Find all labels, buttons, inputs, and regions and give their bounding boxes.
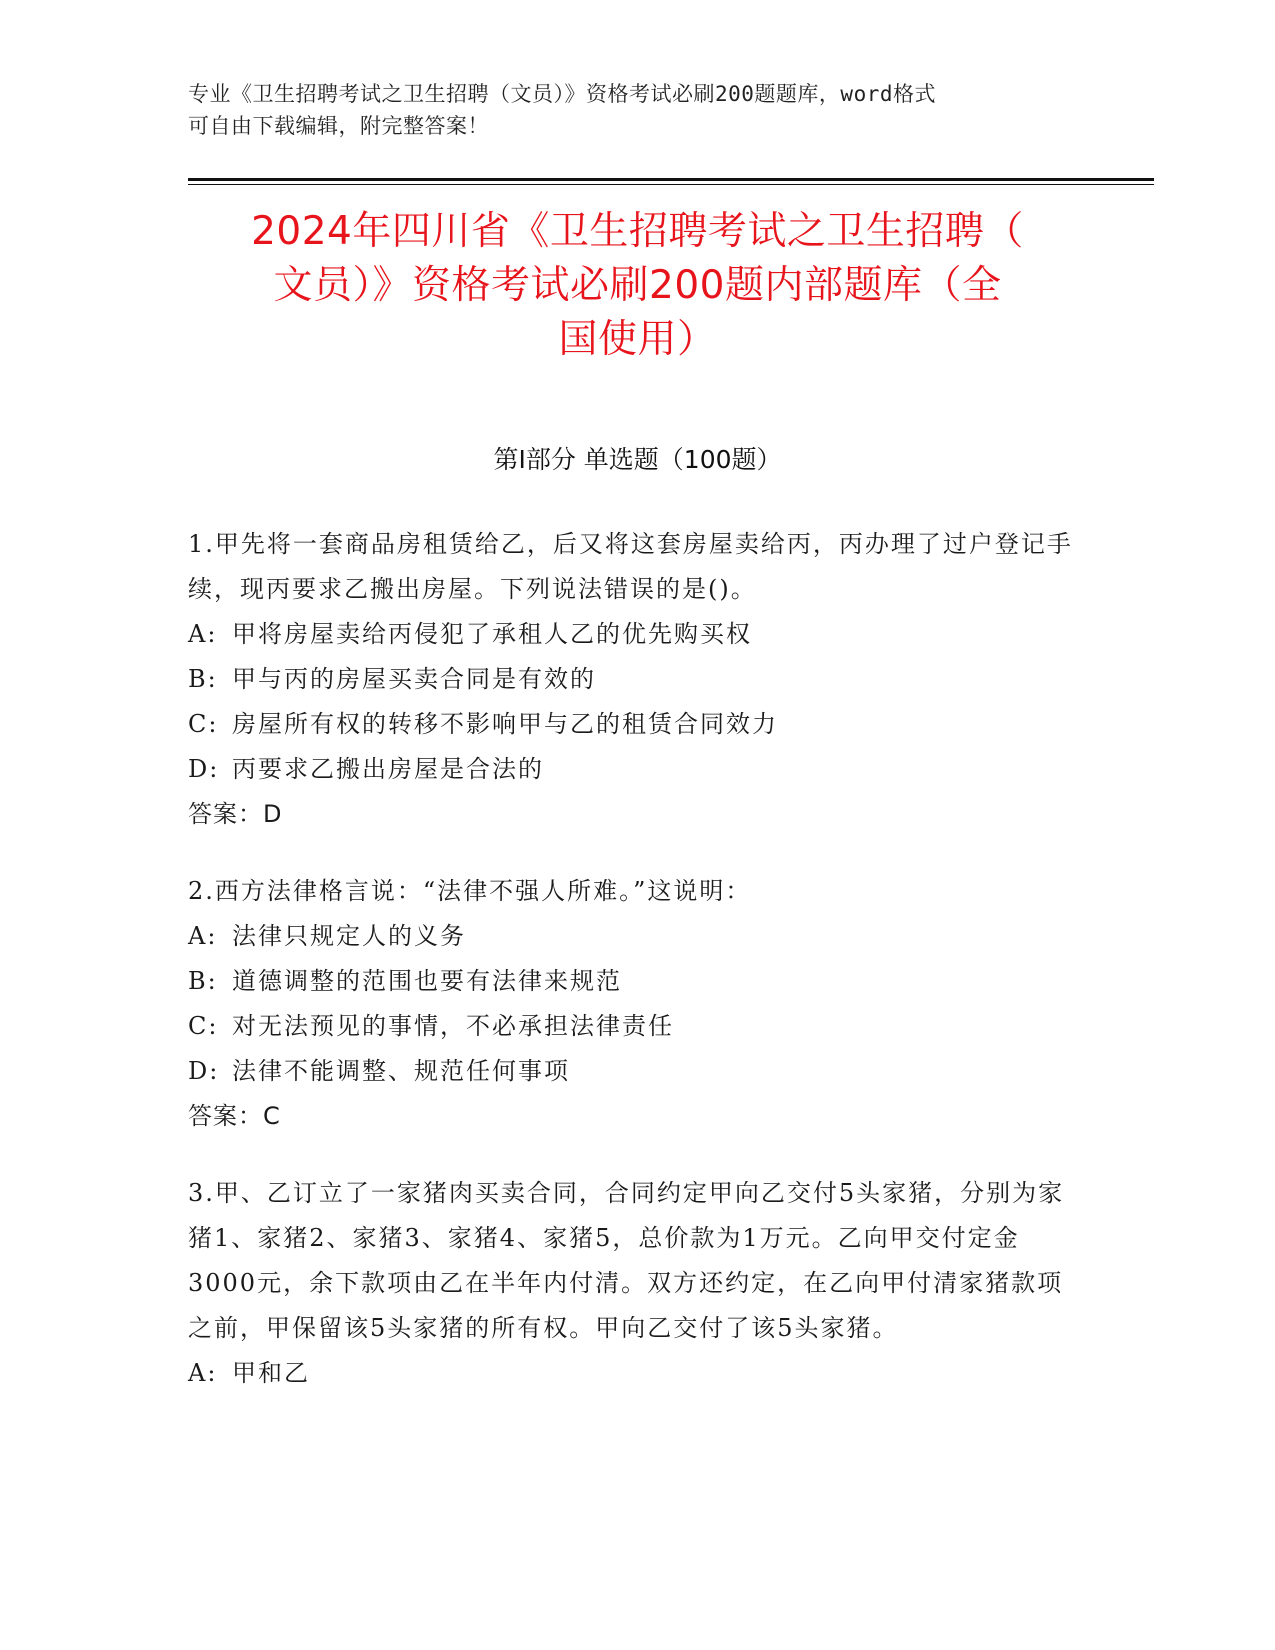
option-text: 法律不能调整、规范任何事项 bbox=[232, 1057, 570, 1085]
option-text: 甲与丙的房屋买卖合同是有效的 bbox=[232, 665, 596, 693]
option-text: 甲和乙 bbox=[232, 1359, 310, 1387]
document-title-line-2: 文员）》资格考试必刷200题内部题库（全 bbox=[273, 263, 1002, 308]
question-list bbox=[188, 522, 1083, 1428]
option-b bbox=[188, 959, 1083, 1004]
option-d bbox=[188, 747, 1083, 792]
option-a bbox=[188, 914, 1083, 959]
option-text: 甲将房屋卖给丙侵犯了承租人乙的优先购买权 bbox=[232, 620, 752, 648]
question-stem: 1.甲先将一套商品房租赁给乙，后又将这套房屋卖给丙，丙办理了过户登记手续，现丙要求乙搬出房屋。下列说法错误的是()。 bbox=[188, 530, 1073, 603]
option-text: 房屋所有权的转移不影响甲与乙的租赁合同效力 bbox=[232, 710, 778, 738]
document-title-line-1: 2024年四川省《卫生招聘考试之卫生招聘（ bbox=[251, 209, 1024, 254]
header-rule-thick bbox=[188, 178, 1154, 181]
option-text: 法律只规定人的义务 bbox=[232, 922, 466, 950]
option-c bbox=[188, 702, 1083, 747]
header-note-line-2: 可自由下载编辑，附完整答案！ bbox=[188, 114, 489, 138]
header-note bbox=[188, 78, 1088, 142]
option-d bbox=[188, 1049, 1083, 1094]
option-key: D: bbox=[188, 755, 220, 783]
header-note-line-1: 专业《卫生招聘考试之卫生招聘（文员）》资格考试必刷200题题库，word格式 bbox=[188, 82, 936, 106]
option-text: 道德调整的范围也要有法律来规范 bbox=[232, 967, 622, 995]
option-key: B: bbox=[188, 665, 218, 693]
question-2 bbox=[188, 869, 1083, 1139]
question-1 bbox=[188, 522, 1083, 837]
document-title bbox=[150, 205, 1125, 367]
section-heading: 第I部分 单选题（100题） bbox=[493, 445, 782, 474]
option-text: 丙要求乙搬出房屋是合法的 bbox=[232, 755, 544, 783]
answer-line: 答案：D bbox=[188, 800, 283, 828]
option-key: C: bbox=[188, 710, 219, 738]
option-key: A: bbox=[188, 620, 218, 648]
document-title-line-3: 国使用） bbox=[558, 317, 717, 362]
header-rule-thin bbox=[188, 184, 1154, 185]
option-key: D: bbox=[188, 1057, 220, 1085]
option-a bbox=[188, 612, 1083, 657]
option-c bbox=[188, 1004, 1083, 1049]
option-key: A: bbox=[188, 922, 218, 950]
option-key: C: bbox=[188, 1012, 219, 1040]
answer-line: 答案：C bbox=[188, 1102, 281, 1130]
option-key: B: bbox=[188, 967, 218, 995]
option-key: A: bbox=[188, 1359, 218, 1387]
option-a bbox=[188, 1351, 1083, 1396]
option-b bbox=[188, 657, 1083, 702]
option-text: 对无法预见的事情，不必承担法律责任 bbox=[232, 1012, 674, 1040]
question-3 bbox=[188, 1171, 1083, 1396]
question-stem: 3.甲、乙订立了一家猪肉买卖合同，合同约定甲向乙交付5头家猪，分别为家猪1、家猪2、家猪3、家猪4、家猪5，总价款为1万元。乙向甲交付定金3000元，余下款项由乙在半年内付清。双方还约定，在乙向甲付清家猪款项之前，甲保留该5头家猪的所有权。甲向乙交付了该5头家猪。 bbox=[188, 1179, 1065, 1342]
question-stem: 2.西方法律格言说：“法律不强人所难。”这说明： bbox=[188, 877, 752, 905]
